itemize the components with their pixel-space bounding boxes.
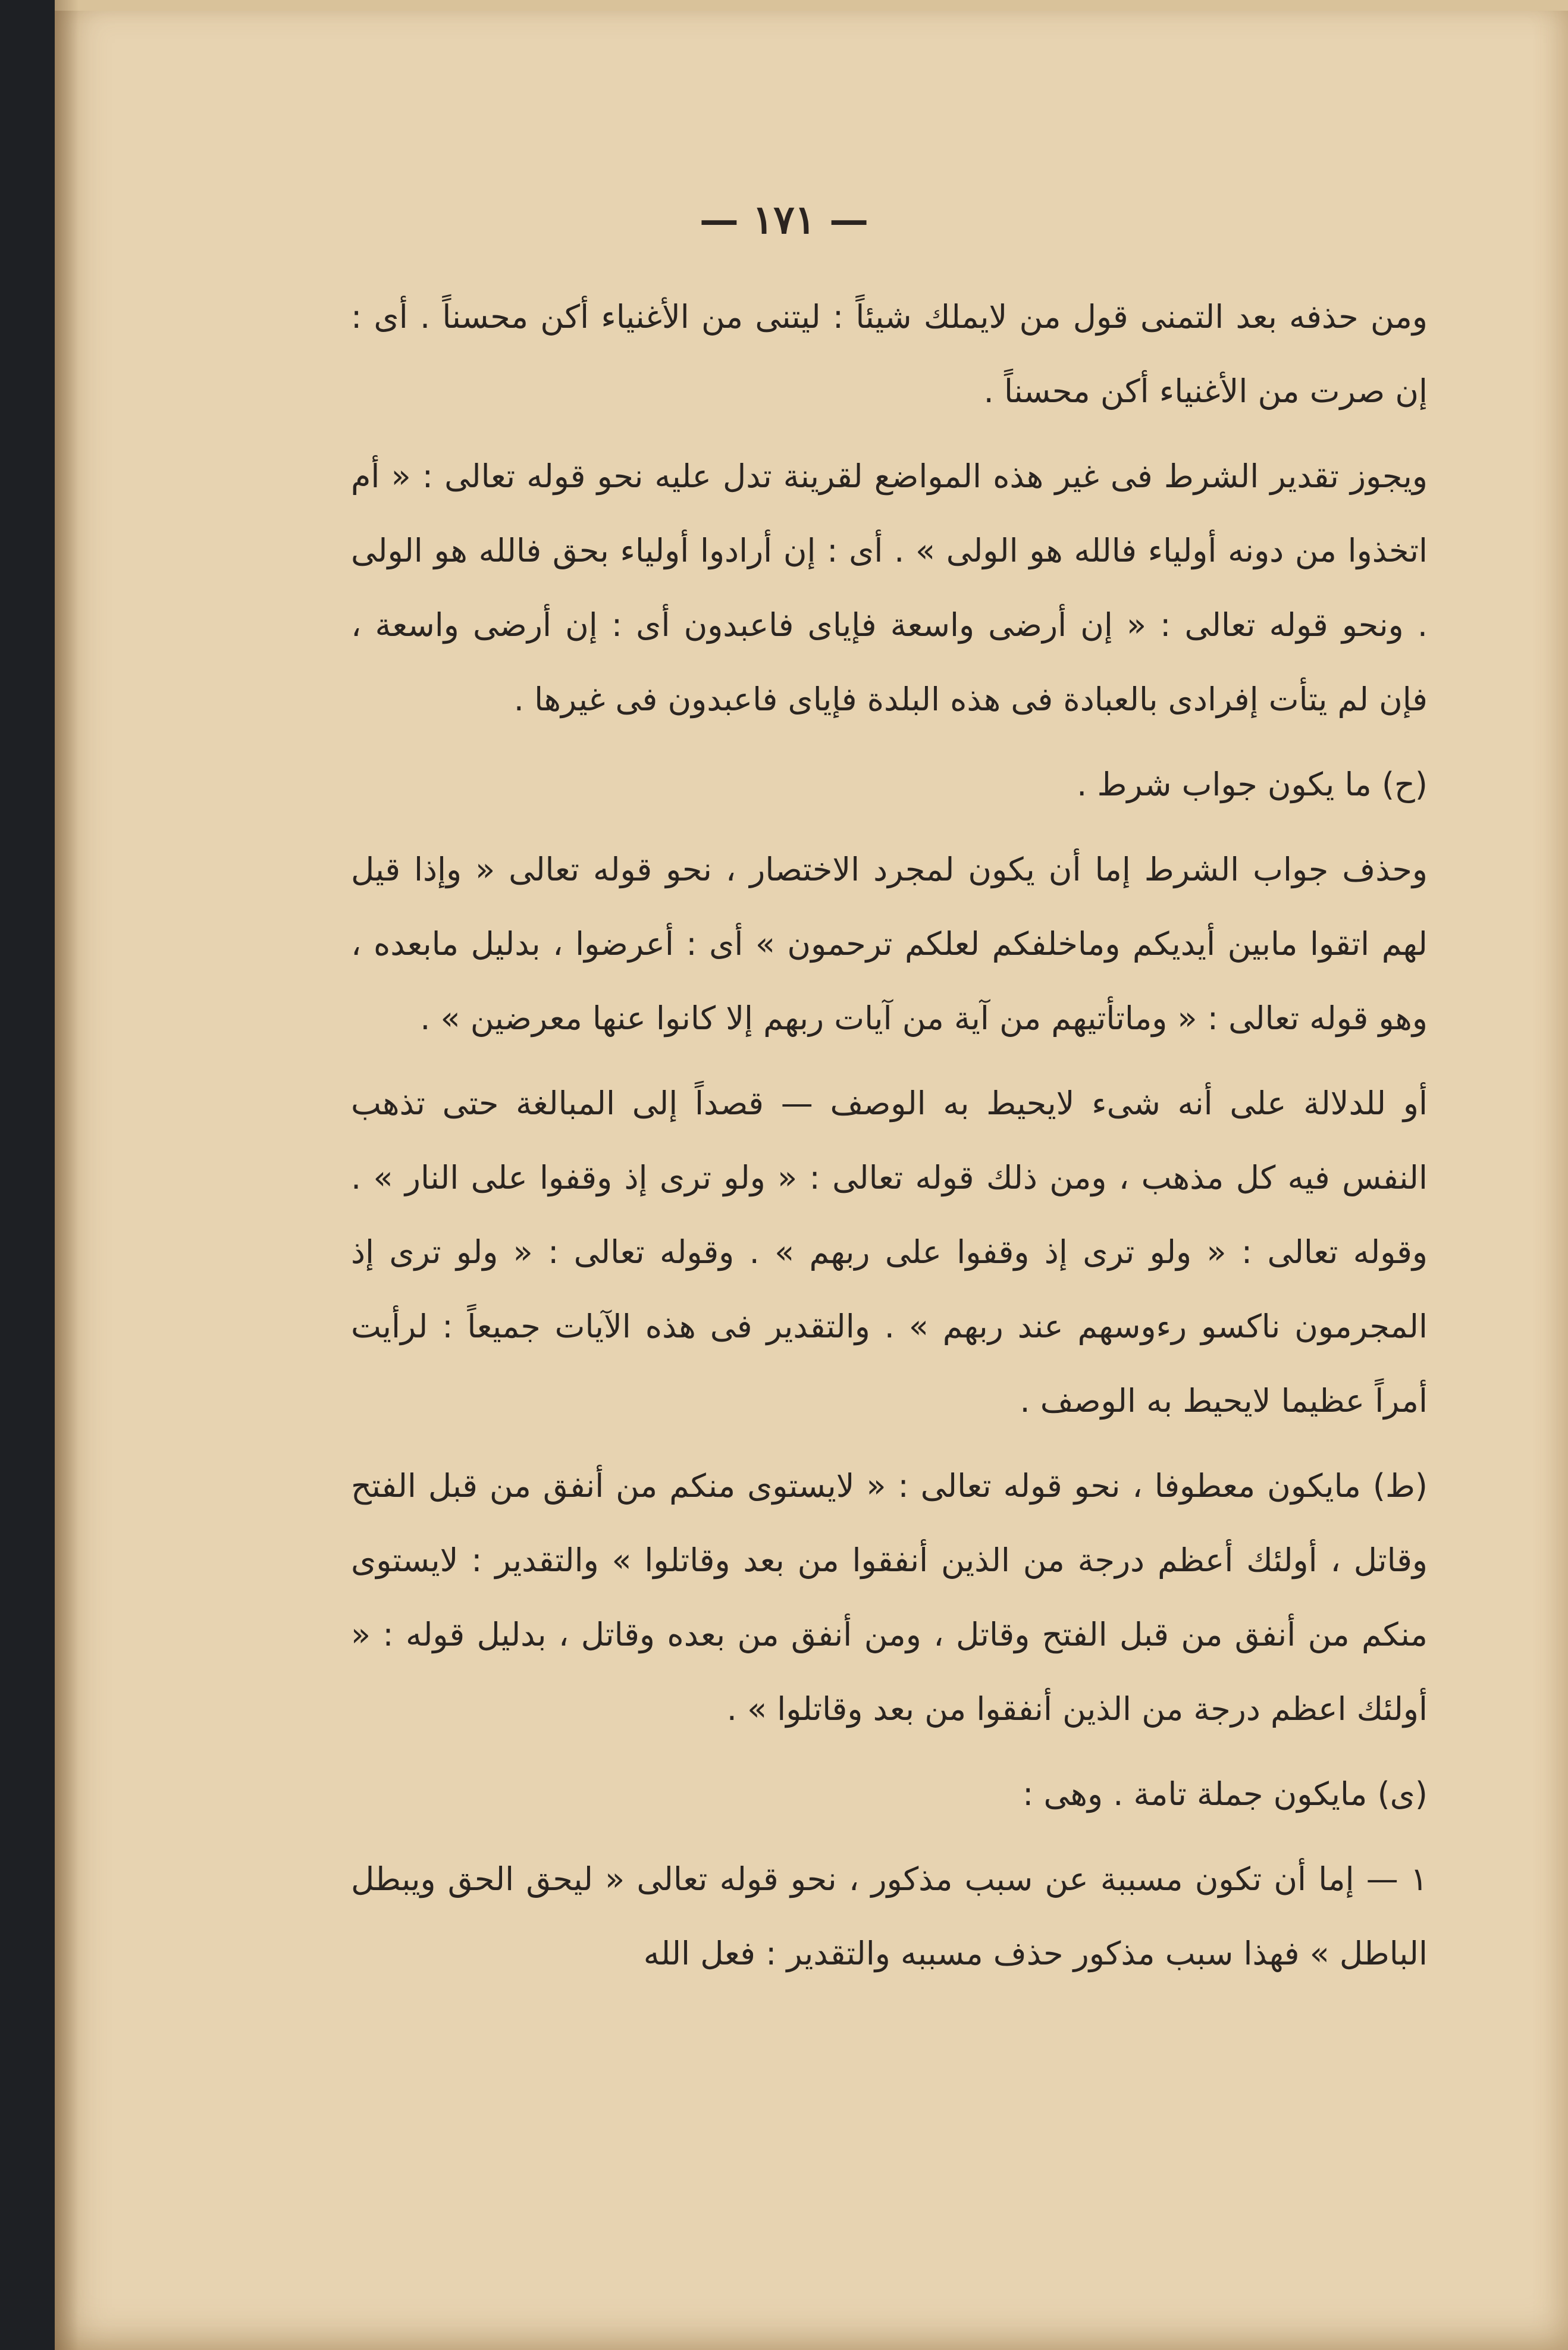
- page-gutter-shadow: [55, 0, 79, 2350]
- paragraph-1: ومن حذفه بعد التمنى قول من لايملك شيئاً : ليتنى من الأغنياء أكن محسناً . أى : إن صرت من الأغنياء أكن محسناً .: [351, 298, 1428, 410]
- section-heading-ha: (ح) ما يكون جواب شرط .: [1077, 766, 1428, 803]
- page-number: — ١٧١ —: [699, 196, 869, 243]
- page-top-edge: [55, 0, 1568, 11]
- paragraph-5: (ط) مايكون معطوفا ، نحو قوله تعالى : « لايستوى منكم من أنفق من قبل الفتح وقاتل ، أولئك أعظم درجة من الذين أنفقوا من بعد وقاتلوا » والتقدير : لايستوى منكم من أنفق من قبل الفتح وقاتل ، ومن أنفق من بعده وقاتل ، بدليل قوله : « أولئك اعظم درجة من الذين أنفقوا من بعد وقاتلوا » .: [351, 1467, 1428, 1728]
- paragraph-3: وحذف جواب الشرط إما أن يكون لمجرد الاختصار ، نحو قوله تعالى « وإذا قيل لهم اتقوا مابين أيديكم وماخلفكم لعلكم ترحمون » أى : أعرضوا ، بدليل مابعده ، وهو قوله تعالى : « وماتأتيهم من آية من آيات ربهم إلا كانوا عنها معرضين » .: [351, 851, 1428, 1037]
- paragraph-6: ١ — إما أن تكون مسببة عن سبب مذكور ، نحو قوله تعالى « ليحق الحق ويبطل الباطل » فهذا سبب مذكور حذف مسببه والتقدير : فعل الله: [351, 1860, 1428, 1972]
- page-text: [351, 280, 1428, 2001]
- paragraph-4: أو للدلالة على أنه شىء لايحيط به الوصف — قصداً إلى المبالغة حتى تذهب النفس فيه كل مذهب ، ومن ذلك قوله تعالى : « ولو ترى إذ وقفوا على النار » . وقوله تعالى : « ولو ترى إذ وقفوا على ربهم » . وقوله تعالى : « ولو ترى إذ المجرمون ناكسو رءوسهم عند ربهم » . والتقدير فى هذه الآيات جميعاً : لرأيت أمراً عظيما لايحيط به الوصف .: [351, 1085, 1428, 1420]
- section-heading-ya: (ى) مايكون جملة تامة . وهى :: [1023, 1775, 1428, 1813]
- paragraph-2: ويجوز تقدير الشرط فى غير هذه المواضع لقرينة تدل عليه نحو قوله تعالى : « أم اتخذوا من دونه أولياء فالله هو الولى » . أى : إن أرادوا أولياء بحق فالله هو الولى . ونحو قوله تعالى : « إن أرضى واسعة فإياى فاعبدون أى : إن أرضى واسعة ، فإن لم يتأت إفرادى بالعبادة فى هذه البلدة فإياى فاعبدون فى غيرها .: [351, 458, 1428, 718]
